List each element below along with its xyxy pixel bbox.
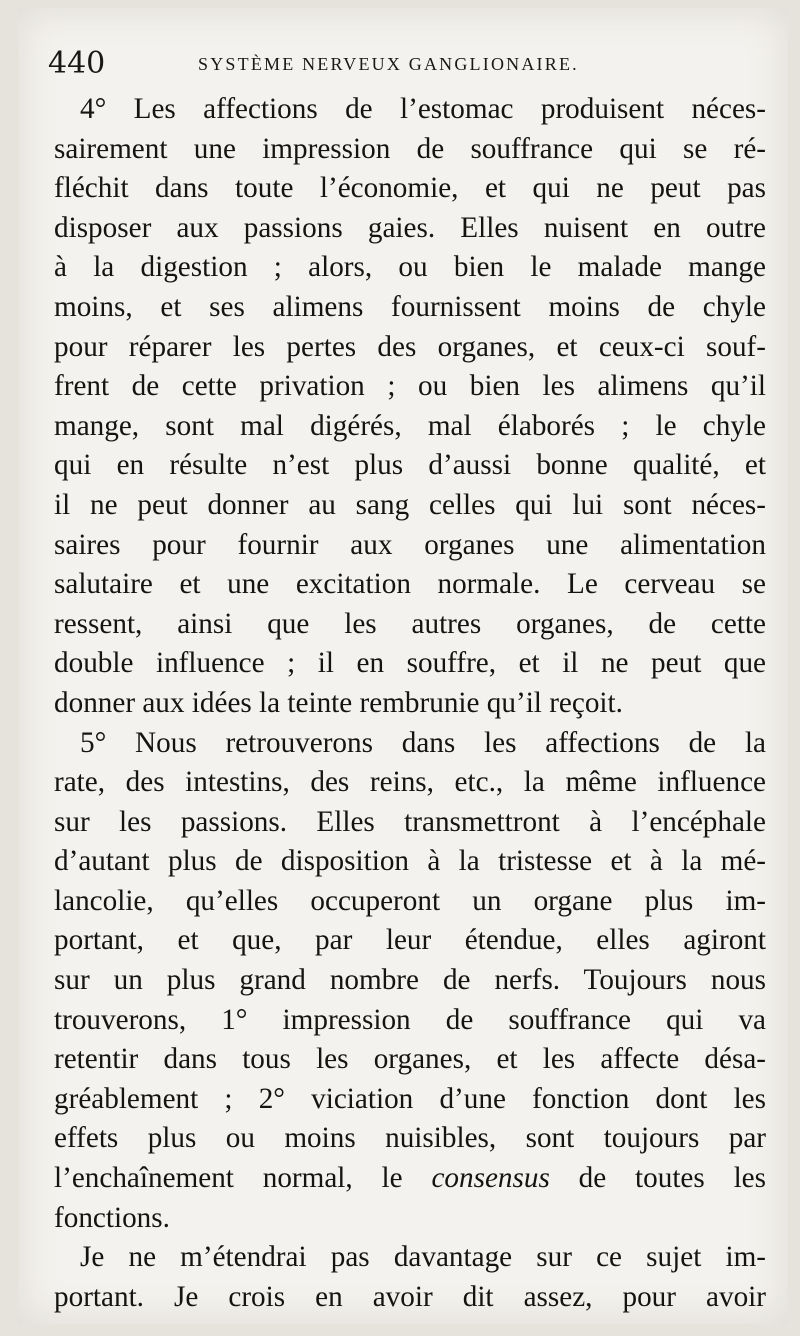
paragraph <box>54 1238 766 1317</box>
text-line: rate, des intestins, des reins, etc., la même influence <box>54 766 766 799</box>
text-line: à la digestion ; alors, ou bien le malade mange <box>54 251 766 284</box>
italic-term: consensus <box>431 1162 550 1195</box>
paragraph <box>54 90 766 724</box>
text-line: disposer aux passions gaies. Elles nuisent en outre <box>54 211 766 244</box>
page-number: 440 <box>48 46 106 81</box>
text-line: portant, et que, par leur étendue, elles agiront <box>54 924 766 957</box>
book-page <box>18 8 788 1324</box>
text-line: portant. Je crois en avoir dit assez, pour avoir <box>54 1280 766 1313</box>
text-line: donner aux idées la teinte rembrunie qu’il reçoit. <box>54 686 623 719</box>
text-line: retentir dans tous les organes, et les affecte désa- <box>54 1043 766 1076</box>
page-header <box>48 46 768 86</box>
text-line: d’autant plus de disposition à la tristesse et à la mé- <box>54 845 766 878</box>
text-line: gréablement ; 2° viciation d’une fonction dont les <box>54 1082 766 1115</box>
body-text <box>54 90 766 1317</box>
text-line: fonctions. <box>54 1201 170 1234</box>
paragraph <box>54 724 766 1239</box>
text-line: mange, sont mal digérés, mal élaborés ; le chyle <box>54 409 766 442</box>
running-title: SYSTÈME NERVEUX GANGLIONAIRE. <box>198 54 579 74</box>
text-line: Je ne m’étendrai pas davantage sur ce sujet im- <box>80 1241 766 1274</box>
text-segment: l’enchaînement normal, le <box>54 1162 432 1195</box>
text-line: effets plus ou moins nuisibles, sont toujours par <box>54 1122 766 1155</box>
text-line: pour réparer les pertes des organes, et ceux-ci souf- <box>54 330 766 363</box>
text-line: trouverons, 1° impression de souffrance qui va <box>54 1003 766 1036</box>
text-line: saires pour fournir aux organes une alimentation <box>54 528 766 561</box>
text-segment: de toutes les <box>549 1162 766 1195</box>
text-line: sur un plus grand nombre de nerfs. Toujours nous <box>54 964 766 997</box>
text-line: qui en résulte n’est plus d’aussi bonne qualité, et <box>54 449 766 482</box>
text-line: 4° Les affections de l’estomac produisent néces- <box>80 93 766 125</box>
text-line: 5° Nous retrouverons dans les affections de la <box>80 726 766 759</box>
text-line: il ne peut donner au sang celles qui lui sont néces- <box>54 488 766 521</box>
text-line: fléchit dans toute l’économie, et qui ne peut pas <box>54 172 766 205</box>
text-line: double influence ; il en souffre, et il ne peut que <box>54 647 766 680</box>
text-line: salutaire et une excitation normale. Le cerveau se <box>54 568 766 601</box>
text-line: sur les passions. Elles transmettront à l’encéphale <box>54 805 766 838</box>
text-line-with-italic <box>54 1159 766 1199</box>
text-line: sairement une impression de souffrance qui se ré- <box>54 132 766 165</box>
text-line: frent de cette privation ; ou bien les alimens qu’il <box>54 370 766 403</box>
text-line: ressent, ainsi que les autres organes, de cette <box>54 607 766 640</box>
text-line: lancolie, qu’elles occuperont un organe plus im- <box>54 884 766 917</box>
text-line: moins, et ses alimens fournissent moins de chyle <box>54 290 766 323</box>
